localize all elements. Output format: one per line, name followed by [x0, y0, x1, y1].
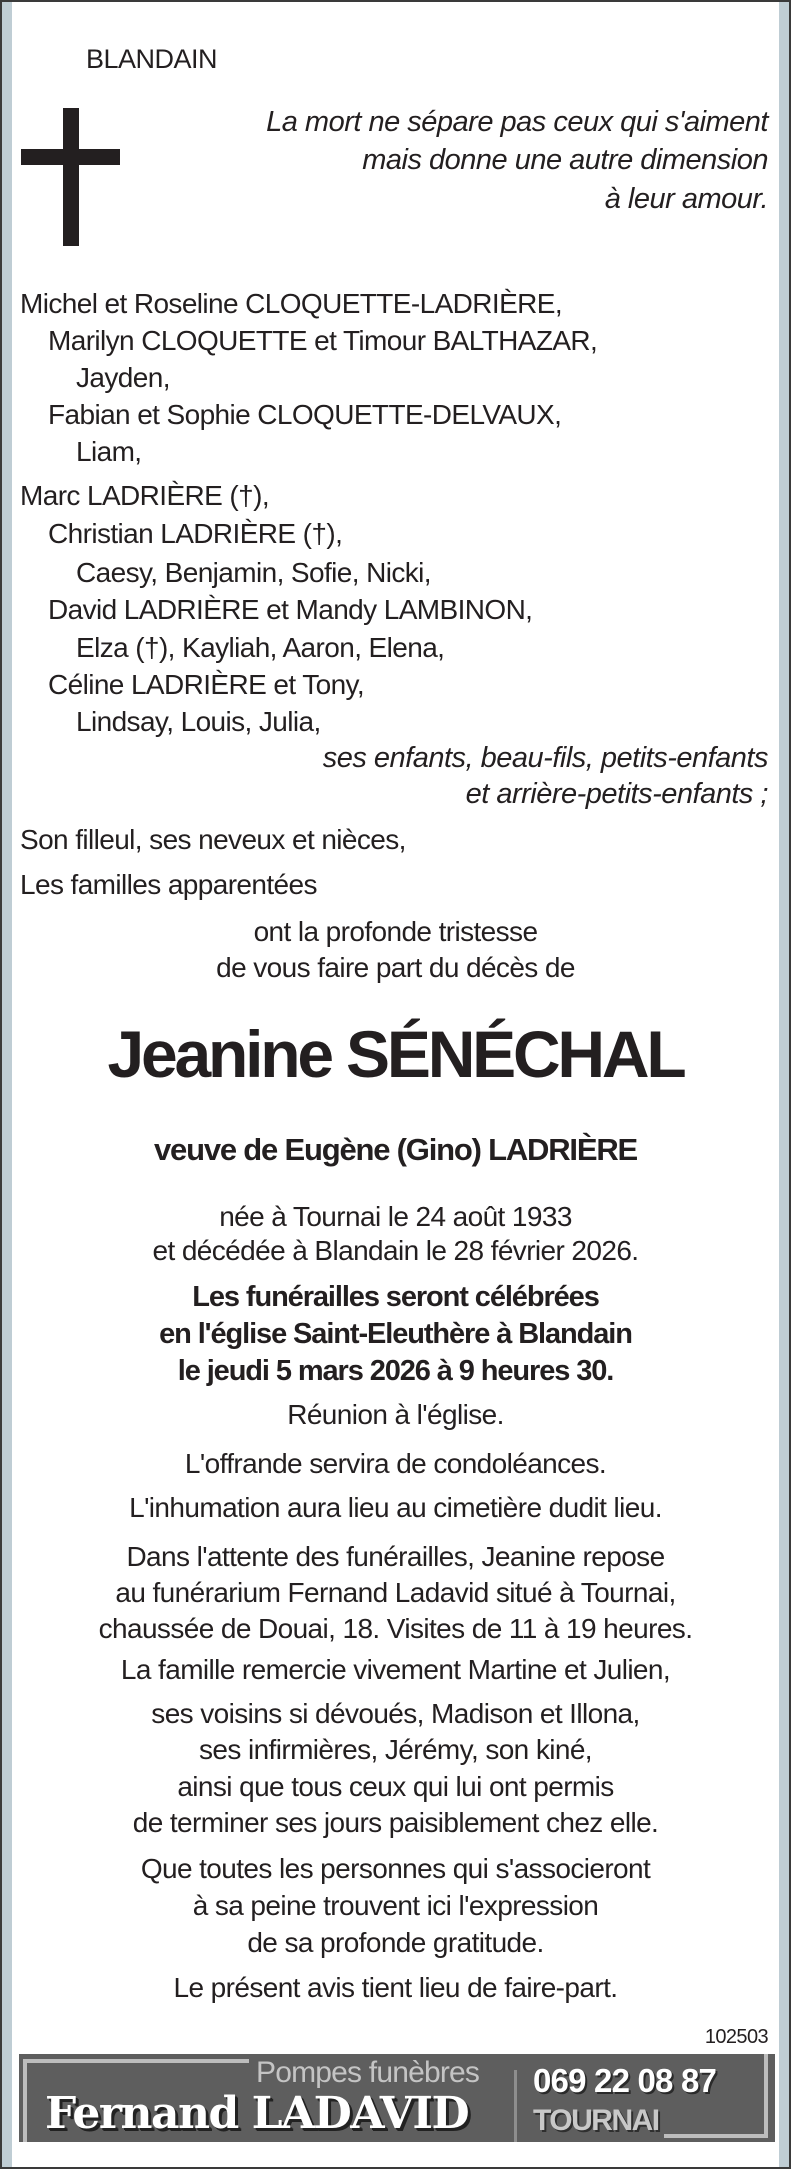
thanks-line: ses infirmières, Jérémy, son kiné,: [199, 1734, 592, 1765]
relation-line: et arrière-petits-enfants ;: [465, 778, 768, 810]
reference-number: 102503: [704, 2026, 768, 2048]
family-line: Fabian et Sophie CLOQUETTE-DELVAUX,: [48, 399, 562, 430]
banner-accent-line: [23, 2059, 249, 2063]
funeral-line: le jeudi 5 mars 2026 à 9 heures 30.: [177, 1355, 614, 1387]
visitation-line: au funérarium Fernand Ladavid situé à Tournai,: [115, 1577, 676, 1608]
family-line: Caesy, Benjamin, Sofie, Nicki,: [76, 557, 431, 588]
family-line: Christian LADRIÈRE (†),: [48, 518, 343, 549]
visitation-line: chaussée de Douai, 18. Visites de 11 à 19 heures.: [98, 1613, 693, 1644]
others-line: Son filleul, ses neveux et nièces,: [20, 824, 406, 855]
family-line: David LADRIÈRE et Mandy LAMBINON,: [48, 594, 533, 625]
left-border-strip: [2, 2, 12, 2167]
funeral-home-banner: [19, 2054, 775, 2142]
others-line: Les familles apparentées: [20, 869, 317, 900]
banner-accent-line: [664, 2134, 768, 2138]
meeting-info: Réunion à l'église.: [287, 1399, 504, 1430]
thanks-line: de terminer ses jours paisiblement chez elle.: [132, 1807, 659, 1838]
banner-brand-name: Fernand LADAVID: [45, 2088, 469, 2139]
family-line: Elza (†), Kayliah, Aaron, Elena,: [76, 632, 445, 663]
offering-info: L'offrande servira de condoléances.: [184, 1448, 607, 1479]
quote-line: à leur amour.: [604, 183, 768, 215]
funeral-line: Les funérailles seront célébrées: [192, 1281, 599, 1313]
family-line: Jayden,: [76, 362, 170, 393]
cross-horizontal-bar: [21, 149, 120, 165]
locality: BLANDAIN: [86, 44, 218, 74]
family-line: Céline LADRIÈRE et Tony,: [48, 669, 365, 700]
announcement-line: ont la profonde tristesse: [253, 916, 538, 947]
thanks-line: La famille remercie vivement Martine et Julien,: [120, 1654, 671, 1685]
family-line: Marc LADRIÈRE (†),: [20, 480, 270, 511]
family-line: Michel et Roseline CLOQUETTE-LADRIÈRE,: [20, 288, 563, 319]
banner-city: TOURNAI: [533, 2104, 659, 2137]
deceased-name: Jeanine SÉNÉCHAL: [107, 1017, 684, 1091]
thanks-line: ainsi que tous ceux qui lui ont permis: [177, 1771, 614, 1802]
visitation-line: Dans l'attente des funérailles, Jeanine repose: [126, 1541, 665, 1572]
quote-line: La mort ne sépare pas ceux qui s'aiment: [266, 106, 768, 138]
banner-accent-line: [23, 2059, 27, 2142]
banner-accent-line: [764, 2054, 768, 2138]
quote-line: mais donne une autre dimension: [362, 144, 768, 176]
relation-line: ses enfants, beau-fils, petits-enfants: [322, 742, 768, 774]
banner-phone: 069 22 08 87: [533, 2062, 717, 2099]
right-border-strip: [779, 2, 789, 2167]
gratitude-line: Que toutes les personnes qui s'associeront: [140, 1853, 651, 1884]
funeral-line: en l'église Saint-Eleuthère à Blandain: [159, 1318, 632, 1350]
gratitude-line: à sa peine trouvent ici l'expression: [192, 1890, 599, 1921]
widow-of: veuve de Eugène (Gino) LADRIÈRE: [154, 1132, 637, 1167]
banner-tagline: Pompes funèbres: [256, 2056, 480, 2089]
death-line: et décédée à Blandain le 28 février 2026.: [152, 1235, 639, 1266]
family-line: Liam,: [76, 436, 142, 467]
family-line: Lindsay, Louis, Julia,: [76, 706, 321, 737]
burial-info: L'inhumation aura lieu au cimetière dudit lieu.: [129, 1492, 662, 1523]
thanks-line: ses voisins si dévoués, Madison et Illona,: [151, 1698, 640, 1729]
announcement-line: de vous faire part du décès de: [216, 952, 575, 983]
banner-separator: [514, 2070, 517, 2142]
family-line: Marilyn CLOQUETTE et Timour BALTHAZAR,: [48, 325, 598, 356]
birth-line: née à Tournai le 24 août 1933: [219, 1201, 572, 1232]
cross-vertical-bar: [63, 108, 79, 246]
closing-line: Le présent avis tient lieu de faire-part.: [173, 1972, 618, 2003]
gratitude-line: de sa profonde gratitude.: [247, 1927, 544, 1958]
